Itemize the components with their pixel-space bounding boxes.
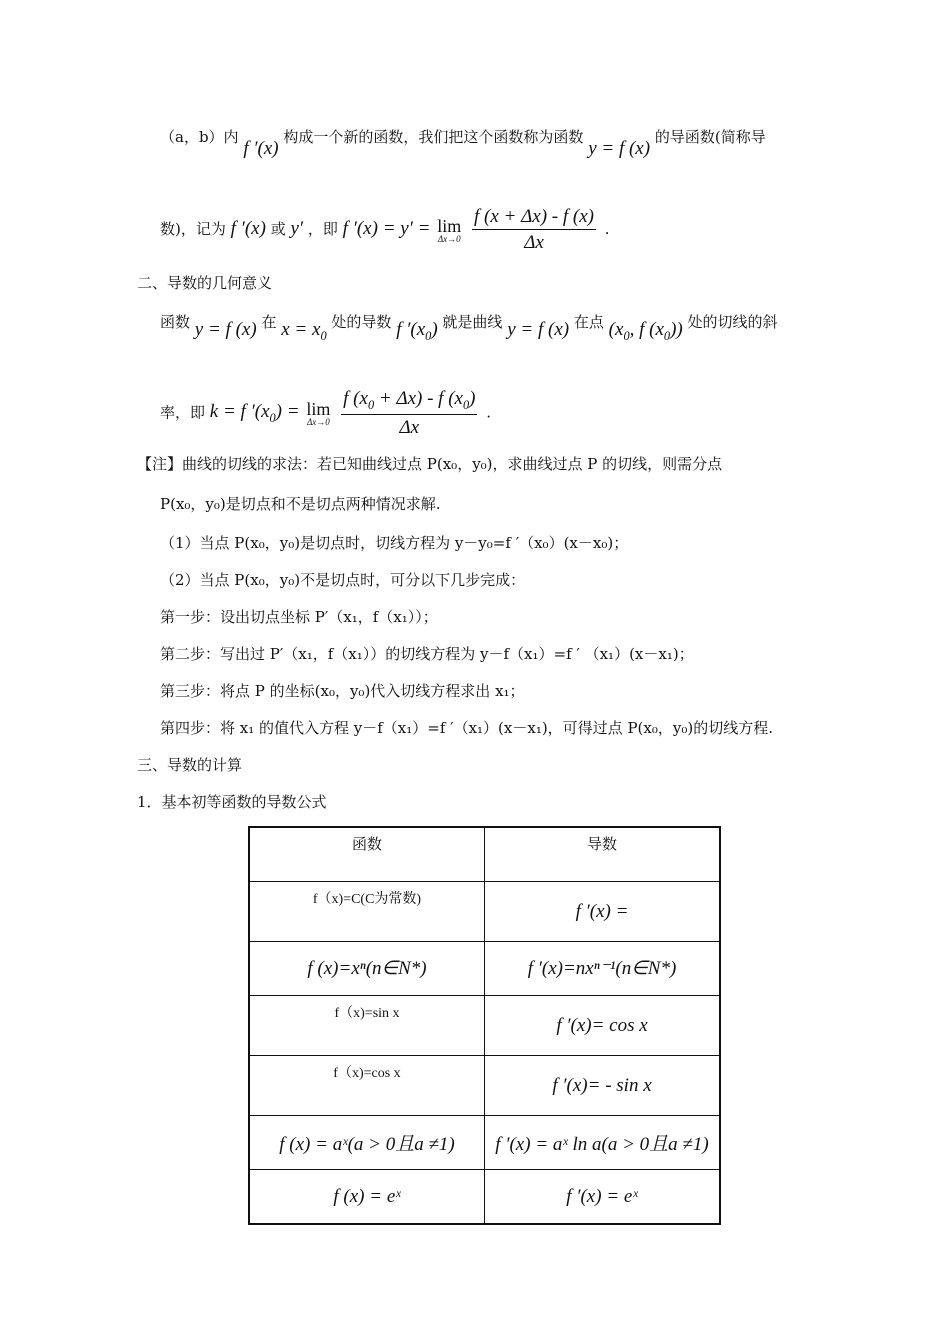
text-at-point: 在点: [573, 313, 604, 331]
formula: f (x) = aˣ(a > 0且a ≠1): [279, 1134, 455, 1155]
text-at: 在: [261, 313, 277, 331]
header-derivative: 导数: [485, 827, 721, 882]
sub-0: 0: [663, 328, 671, 343]
text-derivative-function: 的导函数(简称导: [654, 128, 766, 146]
paragraph-derivative-function-line1: [160, 126, 766, 159]
case-2: （2）当点 P(x₀，y₀)不是切点时，可分以下几步完成：: [160, 571, 526, 589]
x-eq: x = x: [281, 319, 321, 340]
k-eq-end: ) =: [275, 401, 300, 423]
cell-function: f（x)=cos x: [249, 1056, 485, 1116]
formula: f (x)=xⁿ(n∈N*): [307, 958, 427, 979]
lim-subscript: Δx→0: [437, 233, 461, 244]
table-row: [249, 996, 720, 1056]
num-b: + Δx) - f (x: [374, 388, 463, 409]
formula: f ′(x)= - sin x: [552, 1074, 652, 1096]
paragraph-derivative-notation: [160, 206, 610, 254]
table-row: [249, 1170, 720, 1225]
text-definition: 构成一个新的函数，我们把这个函数称为函数: [283, 128, 584, 146]
limit-operator: [437, 217, 461, 244]
step-1: 第一步：设出切点坐标 P′（x₁，f（x₁））；: [160, 608, 438, 626]
note-tangent-method-cont: P(x₀，y₀)是切点和不是切点两种情况求解.: [160, 495, 441, 513]
cell-derivative: [485, 1056, 721, 1116]
text-rate: 率，即: [160, 403, 206, 422]
pt-a: (x: [608, 319, 624, 340]
period: .: [486, 403, 492, 422]
lim-label: lim: [437, 215, 462, 236]
formula-y-fx-2: y = f (x): [507, 319, 570, 340]
text-notation: 数)，记为: [160, 220, 226, 238]
formula-point: [608, 319, 683, 343]
formula: f ′(x)= cos x: [556, 1014, 648, 1036]
difference-quotient: [472, 206, 596, 254]
formula-fprime-x: f ′(x): [230, 218, 266, 239]
formula-y-fx: y = f (x): [194, 319, 257, 340]
sub-0: 0: [269, 411, 276, 426]
subsection-basic-formulas: 1．基本初等函数的导数公式: [137, 793, 327, 811]
num-a: f (x: [343, 388, 368, 409]
text-derivative-at: 处的导数: [331, 313, 392, 331]
formula-x-x0: [281, 319, 327, 343]
lim-label: lim: [306, 398, 331, 419]
formula: f ′(x) =: [575, 900, 629, 922]
text-ie: ，即: [307, 220, 338, 238]
formula-derivative-eq: f ′(x) = y′ =: [342, 218, 431, 239]
sub-0: 0: [462, 397, 470, 412]
fprime: f ′(x: [396, 319, 426, 340]
formula-fprime-x0: [396, 319, 438, 343]
table-row: [249, 942, 720, 996]
period: .: [604, 220, 610, 238]
table-row: [249, 1056, 720, 1116]
paragraph-slope-formula: [160, 388, 491, 439]
quotient-denominator: Δx: [399, 416, 420, 438]
step-2: 第二步：写出过 P′（x₁，f（x₁））的切线方程为 y－f（x₁）=f ′ （x₁）(x－x₁)；: [160, 645, 694, 663]
section-heading-geometric-meaning: 二、导数的几何意义: [137, 274, 273, 292]
formula-k: [209, 401, 300, 426]
cell-derivative: [485, 942, 721, 996]
cell-function: [249, 1116, 485, 1170]
step-4: 第四步：将 x₁ 的值代入方程 y－f（x₁）=f ′（x₁）(x－x₁)，可得过点 P(x₀，y₀)的切线方程.: [160, 719, 773, 737]
limit-operator: [306, 400, 330, 427]
formula-fprime-x: f ′(x): [243, 138, 279, 159]
text-interval: （a，b）内: [160, 128, 239, 146]
case-1: （1）当点 P(x₀，y₀)是切点时，切线方程为 y－y₀=f ′（x₀）(x－x₀)；: [160, 534, 629, 552]
text-tangent-slope: 处的切线的斜: [687, 313, 778, 331]
section-heading-derivative-calculation: 三、导数的计算: [137, 756, 243, 774]
cell-function: f（x)=C(C为常数): [249, 882, 485, 942]
cell-function: f（x)=sin x: [249, 996, 485, 1056]
table-row: [249, 882, 720, 942]
sub-0: 0: [367, 397, 375, 412]
cell-derivative: [485, 996, 721, 1056]
formula-y-fx: y = f (x): [588, 138, 651, 159]
difference-quotient-x0: [341, 388, 477, 439]
num-c: ): [469, 388, 476, 409]
text-or: 或: [270, 220, 286, 238]
paragraph-geometric-meaning: [160, 311, 778, 343]
cell-derivative: [485, 1170, 721, 1225]
derivative-formula-table: [248, 826, 721, 1225]
quotient-denominator: Δx: [524, 232, 544, 253]
note-tangent-method: 【注】曲线的切线的求法：若已知曲线过点 P(x₀，y₀)，求曲线过点 P 的切线，则需分点: [137, 455, 723, 473]
sub-0: 0: [425, 328, 432, 343]
paren: ): [431, 319, 438, 340]
formula: f ′(x)=nxⁿ⁻¹(n∈N*): [527, 958, 677, 979]
pt-mid: , f (x: [629, 319, 664, 340]
cell-function: [249, 1170, 485, 1225]
formula: f ′(x) = aˣ ln a(a > 0且a ≠1): [495, 1134, 709, 1155]
formula-y-prime: y′: [290, 218, 304, 239]
formula: f ′(x) = eˣ: [566, 1185, 638, 1207]
k-eq: k = f ′(x: [209, 401, 270, 423]
quotient-numerator: f (x + Δx) - f (x): [472, 206, 596, 230]
cell-derivative: [485, 1116, 721, 1170]
formula: f (x) = eˣ: [333, 1185, 401, 1207]
cell-derivative: [485, 882, 721, 942]
quotient-numerator: [341, 388, 477, 415]
lim-subscript: Δx→0: [306, 416, 330, 427]
pt-end: )): [670, 319, 683, 340]
header-function: 函数: [249, 827, 485, 882]
sub-0: 0: [623, 328, 630, 343]
step-3: 第三步：将点 P 的坐标(x₀，y₀)代入切线方程求出 x₁；: [160, 682, 525, 700]
text-function: 函数: [160, 313, 191, 331]
sub-0: 0: [320, 328, 327, 343]
cell-function: [249, 942, 485, 996]
table-header-row: [249, 827, 720, 882]
text-is-curve: 就是曲线: [442, 313, 503, 331]
table-row: [249, 1116, 720, 1170]
